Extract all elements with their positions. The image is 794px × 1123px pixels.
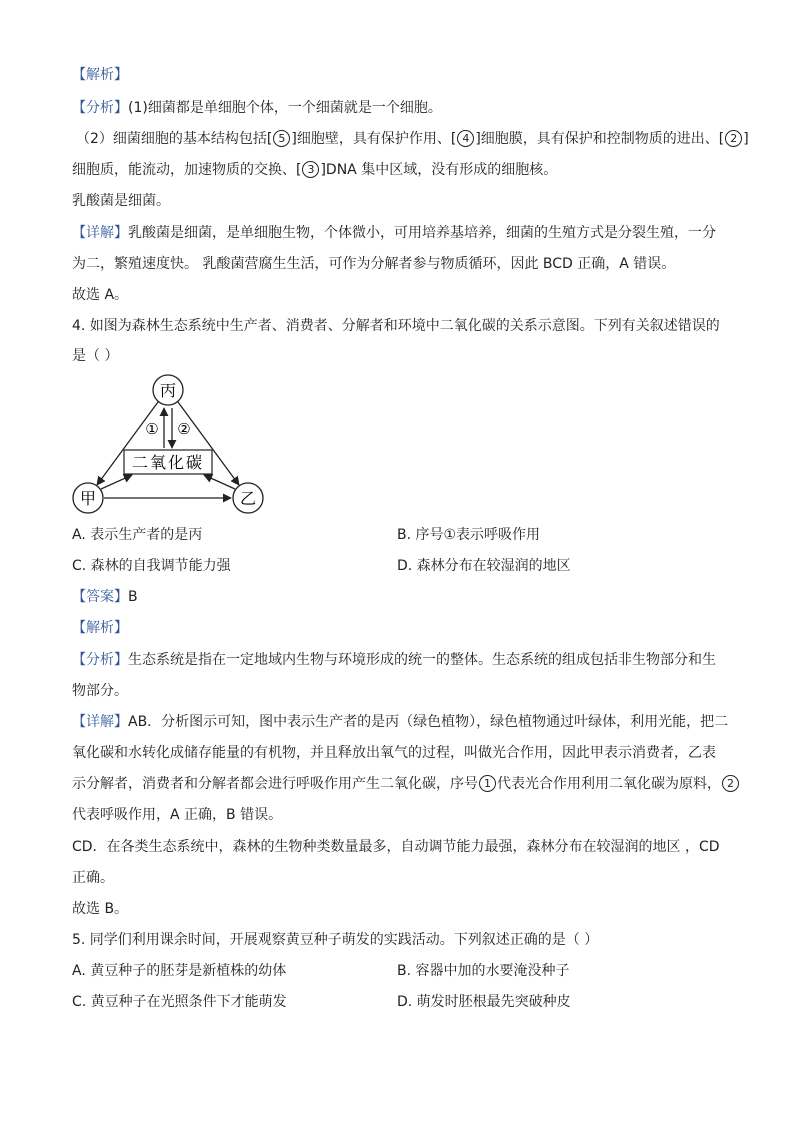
circled-number: 4 xyxy=(457,130,474,147)
analysis-text: （2）细菌细胞的基本结构包括[ xyxy=(76,131,273,147)
analysis-text-1: (1)细菌都是单细胞个体，一个细菌就是一个细胞。 xyxy=(128,100,442,116)
q4-detail-line-4: 代表呼吸作用，A 正确，B 错误。 xyxy=(72,807,283,823)
answer-line-1: 故选 A。 xyxy=(72,287,129,303)
analysis-text: ] xyxy=(743,131,749,147)
arrow-2-label: ② xyxy=(177,420,191,438)
q5-option-b[interactable]: B. 容器中加的水要淹没种子 xyxy=(397,963,570,979)
analysis-text: ]细胞壁，具有保护作用、[ xyxy=(291,131,457,147)
q4-option-d[interactable]: D. 森林分布在较湿润的地区 xyxy=(397,558,571,574)
daan-label: 【答案】 xyxy=(72,589,128,605)
circled-number: 2 xyxy=(725,130,742,147)
arrow-jia-to-co2 xyxy=(101,475,132,489)
node-bing-label: 丙 xyxy=(159,381,177,400)
q5-stem: 5. 同学们利用课余时间，开展观察黄豆种子萌发的实践活动。下列叙述正确的是（ ） xyxy=(72,932,599,948)
xiangjie-label-1: 【详解】 xyxy=(72,225,128,241)
analysis-text: ]DNA 集中区域，没有形成的细胞核。 xyxy=(320,162,558,178)
analysis-text: 细胞质，能流动，加速物质的交换、[ xyxy=(72,162,302,178)
detail-text: 乳酸菌是细菌，是单细胞生物，个体微小，可用培养基培养，细菌的生殖方式是分裂生殖，一分 xyxy=(128,225,716,241)
q5-option-c[interactable]: C. 黄豆种子在光照条件下才能萌发 xyxy=(72,994,287,1010)
detail-text: AB．分析图示可知，图中表示生产者的是丙（绿色植物），绿色植物通过叶绿体，利用光能，把二 xyxy=(128,714,729,730)
q4-answer-value: B xyxy=(128,589,138,605)
analysis-line-1 xyxy=(72,98,442,118)
arrow-yi-to-co2 xyxy=(204,475,235,489)
q4-option-b[interactable]: B. 序号①表示呼吸作用 xyxy=(397,527,541,543)
xiangjie-label-2: 【详解】 xyxy=(72,714,128,730)
ecosystem-diagram xyxy=(68,372,268,522)
q4-detail-line-1 xyxy=(72,712,728,732)
analysis-line-2 xyxy=(76,129,749,149)
q4-stem-line-1: 4. 如图为森林生态系统中生产者、消费者、分解者和环境中二氧化碳的关系示意图。下列有关叙述错误的 xyxy=(72,318,720,334)
detail-line-1 xyxy=(72,223,716,243)
jiexi-label-2: 【解析】 xyxy=(72,620,128,636)
analysis-line-3 xyxy=(72,160,557,180)
q4-cd-line-2: 正确。 xyxy=(72,870,114,886)
q5-option-d[interactable]: D. 萌发时胚根最先突破种皮 xyxy=(397,994,571,1010)
q4-option-a[interactable]: A. 表示生产者的是丙 xyxy=(72,527,203,543)
detail-line-2: 为二，繁殖速度快。 乳酸菌营腐生生活，可作为分解者参与物质循环，因此 BCD 正确，A 错误。 xyxy=(72,256,676,272)
analysis-text: ]细胞膜，具有保护和控制物质的进出、[ xyxy=(475,131,725,147)
circled-number: 1 xyxy=(479,775,496,792)
q4-analysis-line-2: 物部分。 xyxy=(72,683,128,699)
q5-option-a[interactable]: A. 黄豆种子的胚芽是新植株的幼体 xyxy=(72,963,287,979)
analysis-line-4: 乳酸菌是细菌。 xyxy=(72,193,170,209)
q4-answer-final: 故选 B。 xyxy=(72,901,129,917)
detail-text: 代表光合作用利用二氧化碳为原料， xyxy=(497,776,721,792)
analysis-text: 生态系统是指在一定地域内生物与环境形成的统一的整体。生态系统的组成包括非生物部分和生 xyxy=(128,652,716,668)
q4-answer-line xyxy=(72,587,138,607)
q4-detail-line-2: 氧化碳和水转化成储存能量的有机物，并且释放出氧气的过程，叫做光合作用，因此甲表示消费者，乙表 xyxy=(72,745,716,761)
jiexi-label-1: 【解析】 xyxy=(72,67,128,83)
circled-number: 5 xyxy=(273,130,290,147)
q4-option-c[interactable]: C. 森林的自我调节能力强 xyxy=(72,558,231,574)
fenxi-label-2: 【分析】 xyxy=(72,652,128,668)
q4-analysis-line-1 xyxy=(72,650,716,670)
circled-number: 2 xyxy=(722,775,739,792)
q4-detail-line-3 xyxy=(72,774,740,794)
q4-stem-line-2: 是（ ） xyxy=(72,348,119,364)
q4-cd-line-1: CD．在各类生态系统中，森林的生物种类数量最多，自动调节能力最强，森林分布在较湿润的地区 ，CD xyxy=(72,839,720,855)
fenxi-label-1: 【分析】 xyxy=(72,100,128,116)
node-yi-label: 乙 xyxy=(239,489,257,508)
co2-label: 二氧化碳 xyxy=(131,453,205,472)
arrow-1-label: ① xyxy=(145,420,159,438)
detail-text: 示分解者，消费者和分解者都会进行呼吸作用产生二氧化碳，序号 xyxy=(72,776,478,792)
node-jia-label: 甲 xyxy=(79,489,97,508)
circled-number: 3 xyxy=(302,161,319,178)
